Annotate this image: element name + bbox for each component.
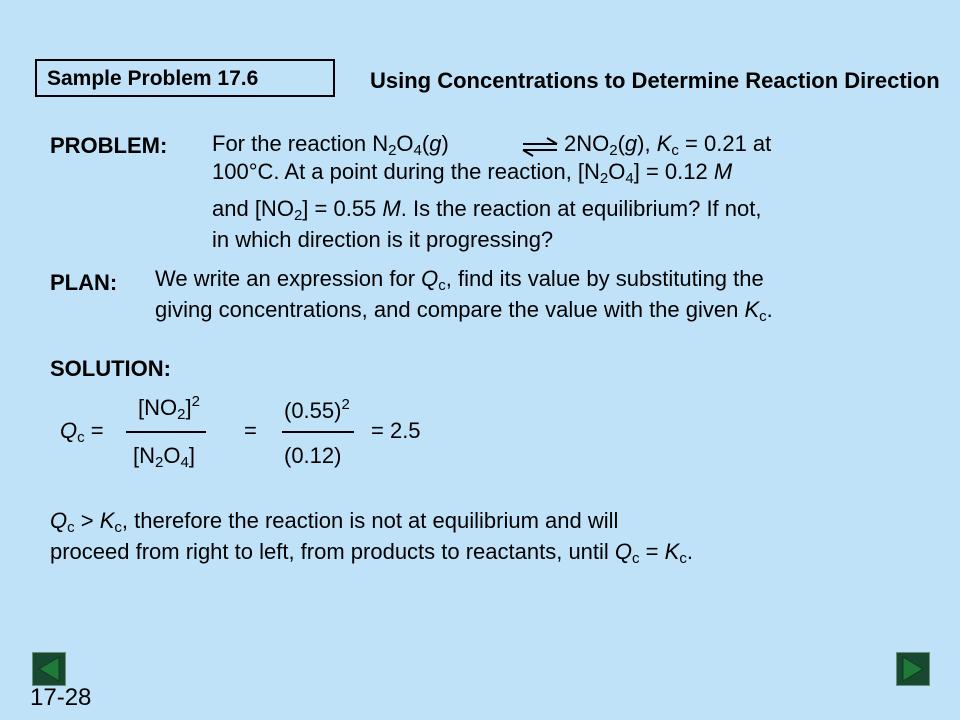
fraction-2-numerator: $(0.55)^2$ (284, 396, 350, 423)
problem-line-1-right: $2NO_2(g)$, $K_c = 0.21$ at (564, 131, 772, 159)
qc-symbol: $Q_c$ = (60, 418, 104, 446)
fraction-1-bar (126, 431, 206, 433)
plan-label: PLAN: (50, 270, 118, 295)
slide-number: 17-28 (30, 684, 92, 711)
sample-problem-box (35, 59, 335, 97)
plan-line-1: We write an expression for $Q_c$, find its value by substituting the (155, 266, 764, 294)
solution-label: SOLUTION: (50, 356, 171, 381)
problem-line-3: and $[NO_2] = 0.55$ M. Is the reaction at equilibrium? If not, (212, 196, 762, 224)
problem-line-2: 100°C. At a point during the reaction, $[N_2O_4] = 0.12$ M (212, 159, 733, 187)
fraction-1-numerator: $[NO_2]^2$ (138, 393, 200, 423)
fraction-2-denominator: (0.12) (284, 443, 342, 468)
problem-title: Using Concentrations to Determine Reaction Direction (370, 68, 940, 93)
conclusion-line-2: proceed from right to left, from products to reactants, until $Q_c = K_c$. (50, 539, 693, 567)
sample-problem-label: Sample Problem 17.6 (47, 67, 259, 90)
previous-slide-button[interactable] (32, 652, 66, 686)
equals-sign: = (244, 418, 257, 443)
result-value: = 2.5 (371, 418, 421, 443)
fraction-1-denominator: $[N_2O_4]$ (133, 443, 195, 471)
conclusion-line-1: $Q_c > K_c$, therefore the reaction is not at equilibrium and will (50, 508, 619, 536)
fraction-2-bar (282, 431, 354, 433)
triangle-left-icon (33, 653, 65, 685)
triangle-right-icon (897, 653, 929, 685)
problem-line-1: For the reaction $N_2O_4(g)$ (212, 131, 449, 159)
equilibrium-arrows-icon (521, 137, 559, 157)
plan-line-2: giving concentrations, and compare the value with the given $K_c$. (155, 297, 773, 325)
problem-line-4: in which direction is it progressing? (212, 227, 554, 252)
problem-label: PROBLEM: (50, 133, 168, 158)
next-slide-button[interactable] (896, 652, 930, 686)
